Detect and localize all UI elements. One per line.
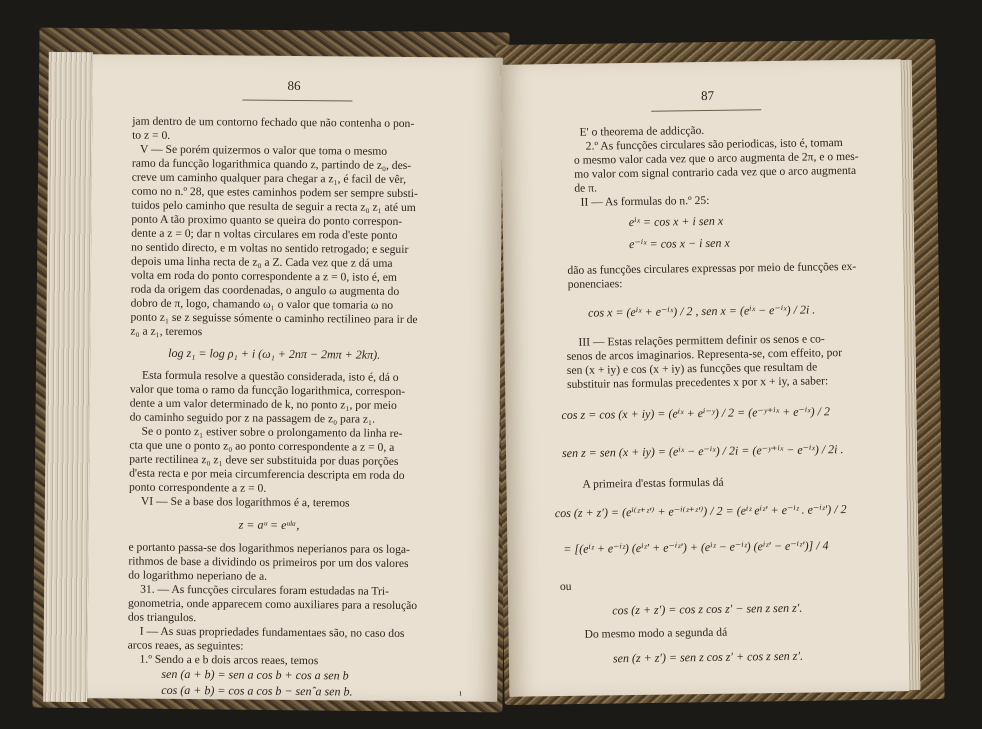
- header-rule: [651, 109, 761, 112]
- page-mark: ı: [459, 687, 462, 698]
- text-line: V — Se porém quizermos o valor que toma o mesmo: [139, 142, 388, 158]
- text-line: 31. — As funcções circulares foram estudadas na Tri-: [140, 582, 390, 598]
- equation: e⁻ⁱˣ = cos x − i sen x: [629, 235, 730, 252]
- text-line: tuidos pelo caminho que resulta de seguir a recta z₀ z₁ até um: [131, 198, 416, 215]
- text-line: A primeira d'estas formulas dá: [582, 475, 724, 491]
- text-line: 2.º As funcções circulares são periodicas, isto é, tomam: [585, 136, 843, 153]
- text-line: to z = 0.: [132, 128, 171, 142]
- text-line: volta em roda do ponto correspondente a z = 0, isto é, em: [130, 268, 397, 284]
- text-line: parte rectilinea z₀ z₁ deve ser substituida por duas porções: [129, 452, 399, 468]
- text-line: ponto z₁ se z seguisse sómente o caminho rectilineo para ir de: [130, 310, 418, 327]
- text-line: sen (x + iy) e cos (x + iy) as funcções que resultam de: [566, 360, 818, 377]
- equation: log z₁ = log ρ₁ + i (ω₁ + 2nπ − 2mπ + 2kπ).: [168, 345, 381, 362]
- text-line: como no n.º 28, que estes caminhos podem ser sempre substi-: [131, 184, 418, 201]
- text-line: dão as funcções circulares expressas por meio de funcções ex-: [567, 259, 857, 277]
- text-line: z₀ a z₁, teremos: [130, 324, 203, 339]
- text-line: ponto correspondente a z = 0.: [128, 480, 267, 495]
- text-line: depois uma linha recta de z₀ a Z. Cada vez que z dá uma: [130, 254, 393, 270]
- text-line: dente a z = 0; dar n voltas circulares em roda d'este ponto: [131, 226, 398, 242]
- equation: cos (z + z′) = (eⁱ⁽ᶻ⁺ᶻ′⁾ + e⁻ⁱ⁽ᶻ⁺ᶻ′⁾) / 2 = (eⁱᶻ eⁱᶻ′ + e⁻ⁱᶻ . e⁻ⁱᶻ′) / 2: [554, 502, 847, 521]
- text-line: dobro de π, logo, chamando ω₁ o valor que tomaria ω no: [130, 296, 394, 312]
- text-line: dos triangulos.: [127, 610, 197, 625]
- left-page: [87, 54, 503, 702]
- text-line: o mesmo valor cada vez que o arco augmenta de 2π, e o mes-: [573, 149, 859, 167]
- text-line: d'esta recta e por meia circumferencia descripta em roda do: [129, 466, 405, 482]
- text-line: I — As suas propriedades fundamentaes são, no caso dos: [139, 624, 405, 640]
- equation: cos (z + z′) = cos z cos z′ − sen z sen z′.: [612, 600, 803, 618]
- equation: = [(eⁱᶻ + e⁻ⁱᶻ) (eⁱᶻ′ + e⁻ⁱᶻ′) + (eⁱᶻ − e⁻ⁱᶻ) (eⁱᶻ′ − e⁻ⁱᶻ′)] / 4: [563, 538, 829, 556]
- text-line: de π.: [574, 181, 598, 195]
- right-page: [501, 59, 910, 697]
- text-line: II — As formulas do n.º 25:: [580, 193, 710, 209]
- text-line: ponto A tão proximo quanto se queira do ponto correspon-: [131, 212, 403, 228]
- text-line: no sentido directo, e m voltas no sentido retrogado; e seguir: [131, 240, 409, 256]
- text-line: Se o ponto z₁ estiver sobre o prolongamento da linha re-: [141, 424, 403, 440]
- text-line: VI — Se a base dos logarithmos é a, teremos: [140, 494, 350, 510]
- text-line: ponenciaes:: [567, 277, 623, 291]
- text-line: roda da origem das coordenadas, o angulo ω augmenta do: [130, 282, 400, 298]
- equation: cos (a + b) = cos a cos b − senˆa sen b.: [161, 682, 353, 699]
- equation: eⁱˣ = cos x + i sen x: [628, 213, 724, 230]
- equation: cos x = (eⁱˣ + e⁻ⁱˣ) / 2 , sen x = (eⁱˣ − e⁻ⁱˣ) / 2i .: [587, 302, 816, 320]
- page-number: 87: [700, 87, 715, 104]
- text-line: creve um caminho qualquer para chegar a z₁, é facil de vêr,: [131, 170, 407, 186]
- text-line: senos de arcos imaginarios. Representa-se, com effeito, por: [566, 346, 843, 363]
- text-line: substituir nas formulas precedentes x por x + iy, a saber:: [566, 374, 829, 391]
- text-line: E' o theorema de addicção.: [579, 123, 705, 139]
- equation: z = aᵘ = eᵘˡᵃ,: [238, 517, 300, 533]
- text-line: ou: [559, 579, 572, 594]
- text-line: cta que une o ponto z₀ ao ponto correspondente a z = 0, a: [129, 438, 395, 454]
- equation: sen (a + b) = sen a cos b + cos a sen b: [161, 666, 349, 683]
- text-line: ramo da funcção logarithmica quando z, partindo de z₀, des-: [131, 156, 412, 173]
- equation: sen z = sen (x + iy) = (eⁱˣ − e⁻ⁱˣ) / 2i = (e⁻ʸ⁺ⁱˣ − e⁻ⁱˣ) / 2i .: [561, 442, 844, 461]
- text-line: 1.º Sendo a e b dois arcos reaes, temos: [139, 652, 319, 668]
- text-line: gonometria, onde apparecem como auxiliares para a resolução: [127, 596, 418, 613]
- text-line: jam dentro de um contorno fechado que não contenha o pon-: [132, 114, 415, 131]
- text-line: do caminho seguido por z na passagem de z₀ para z₁.: [129, 410, 376, 426]
- header-rule: [242, 100, 352, 102]
- text-line: III — Estas relações permittem definir os senos e co-: [578, 332, 825, 349]
- page-edges-left: [43, 52, 93, 702]
- text-line: Esta formula resolve a questão considerada, isto é, dá o: [141, 368, 399, 384]
- equation: sen (z + z′) = sen z cos z′ + cos z sen z′.: [612, 648, 804, 666]
- text-line: Do mesmo modo a segunda dá: [584, 625, 728, 641]
- text-line: do logarithmo neperiano de a.: [128, 568, 268, 583]
- text-line: dente a um valor determinado de k, no ponto z₁, por meio: [129, 396, 397, 412]
- equation: cos z = cos (x + iy) = (eⁱˣ + eⁱ⁻ʸ) / 2 = (e⁻ʸ⁺ⁱˣ + e⁻ⁱˣ) / 2: [561, 404, 831, 423]
- text-line: valor que toma o ramo da funcção logarithmica, correspon-: [129, 382, 406, 398]
- text-line: e portanto passa-se dos logarithmos neperianos para os loga-: [128, 540, 410, 557]
- text-line: arcos reaes, as seguintes:: [127, 638, 244, 653]
- page-number: 86: [287, 77, 301, 94]
- text-line: mo valor com signal contrario cada vez que o arco augmenta: [574, 163, 857, 181]
- text-line: rithmos de base a dividindo os primeiros por um dos valores: [128, 554, 409, 570]
